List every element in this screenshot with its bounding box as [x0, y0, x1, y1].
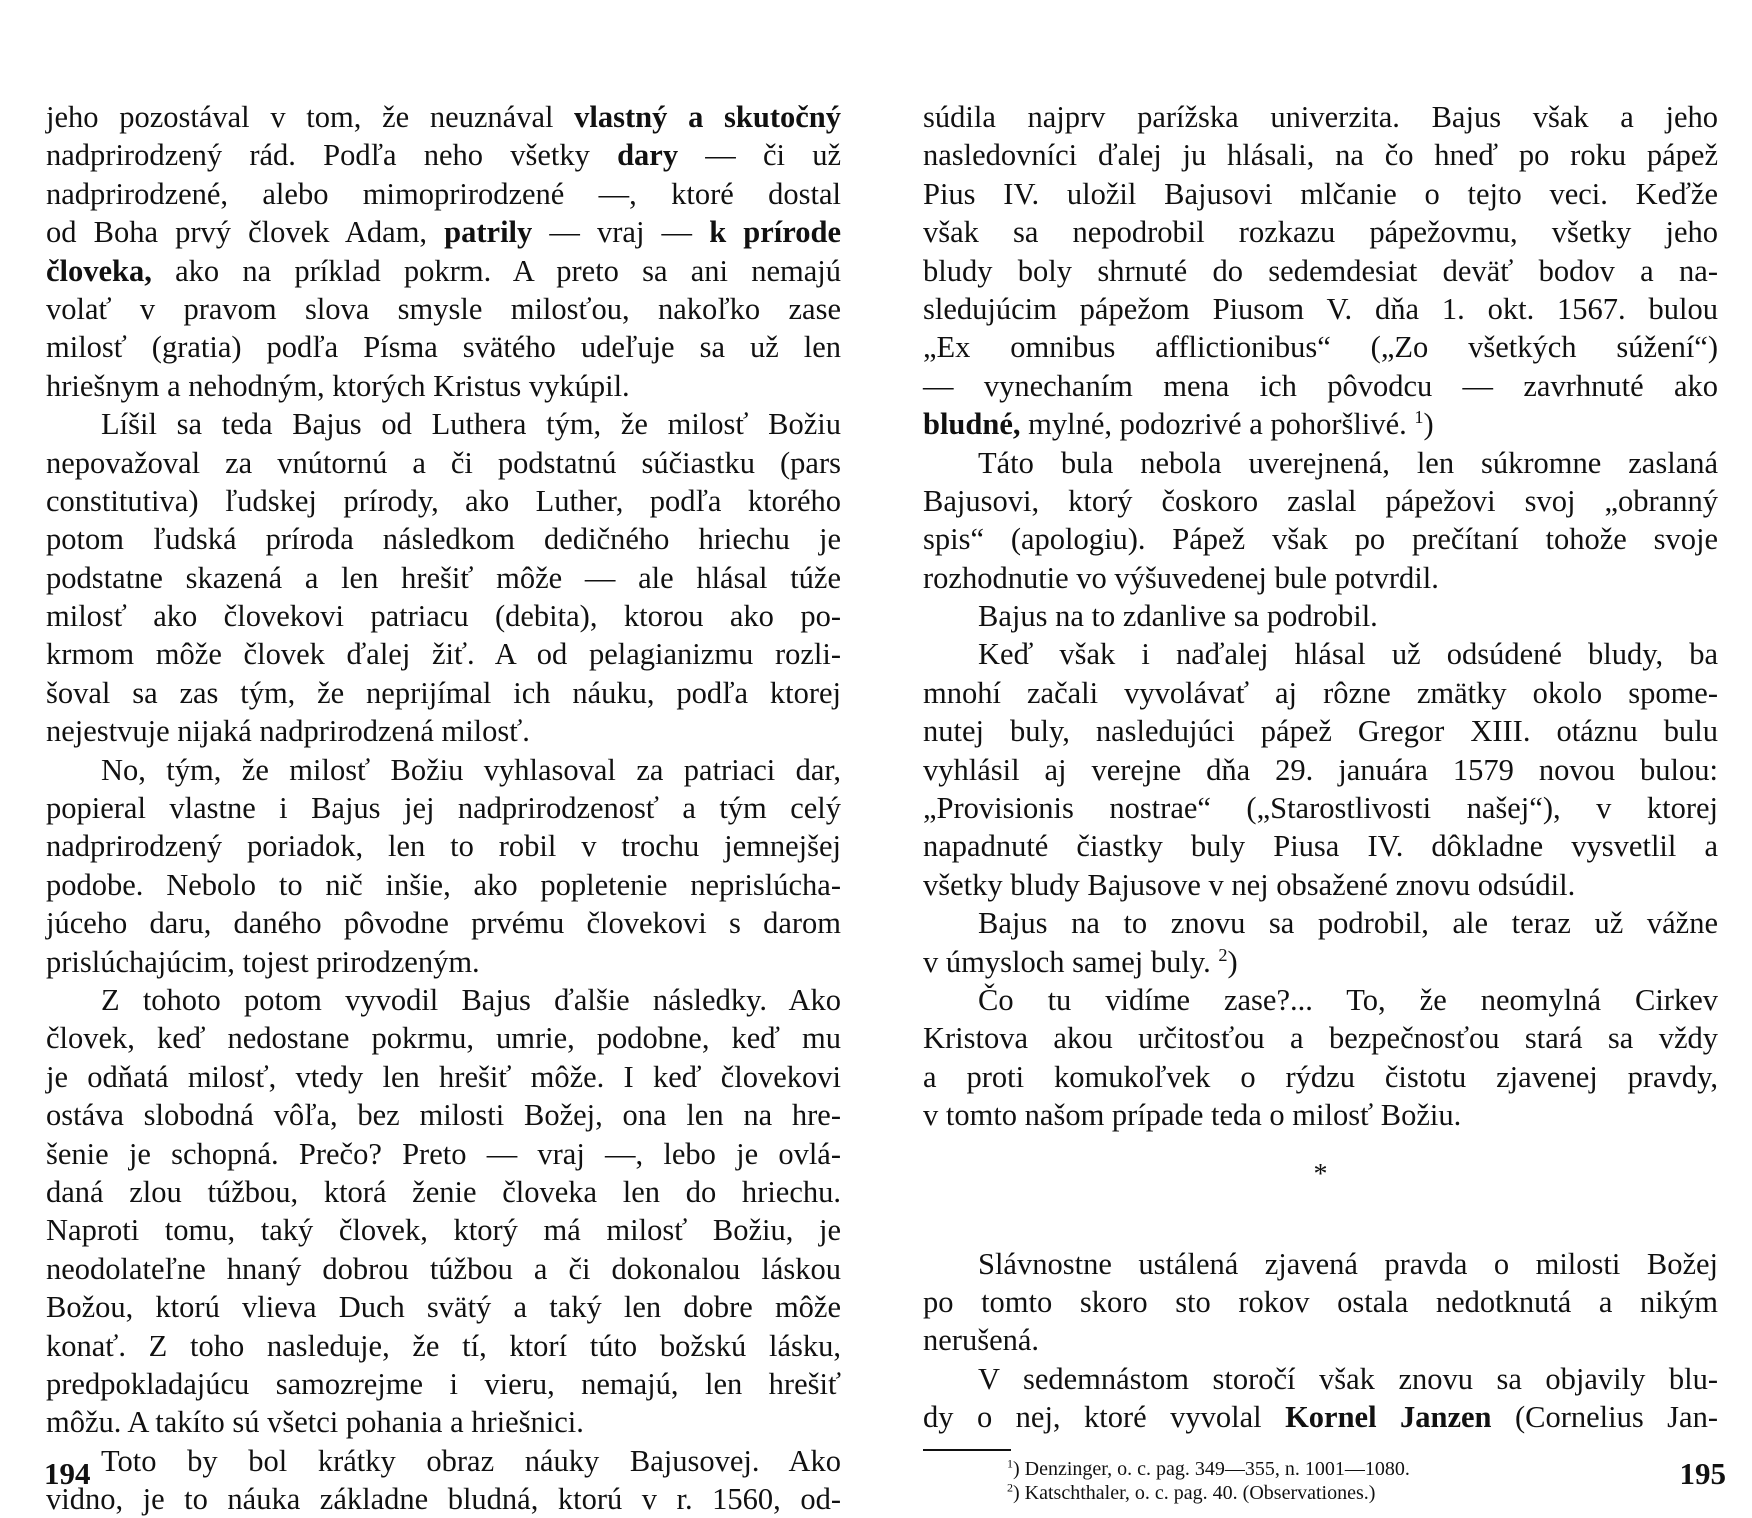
text-run: šenie je schopná. Prečo? Preto — vraj —, lebo je ovlá- [46, 1136, 841, 1171]
text-line [923, 904, 1718, 942]
text-line [923, 866, 1718, 904]
text-run: potom ľudská príroda následkom dedičného hriechu je [46, 522, 841, 557]
text-run: bludy boly shrnuté do sedemdesiat deväť bodov a na- [923, 253, 1718, 288]
text-line [923, 213, 1718, 251]
text-line [923, 674, 1718, 712]
text-run: Bajusovi, ktorý čoskoro zaslal pápežovi svoj „obranný [923, 483, 1718, 518]
right-page [876, 0, 1752, 1504]
text-line [46, 1096, 841, 1134]
text-run: vidno, je to náuka základne bludná, ktorú v r. 1560, od- [46, 1482, 841, 1517]
text-run: predpokladajúcu samozrejme i vieru, nemajú, len hrešiť [46, 1366, 841, 1401]
text-run: ako na príklad pokrm. A preto sa ani nemajú [151, 253, 841, 288]
text-line [46, 136, 841, 174]
footnote [1007, 1481, 1567, 1505]
footnotes [1007, 1449, 1567, 1505]
text-line [46, 751, 841, 789]
text-line [46, 1442, 841, 1480]
text-line [923, 1019, 1718, 1057]
bold-text: človeka, [46, 253, 152, 288]
text-run: nasledovníci ďalej ju hlásali, na čo hneď po roku pápež [923, 138, 1718, 173]
text-line [923, 175, 1718, 213]
text-run: Keď však i naďalej hlásal už odsúdené bludy, ba [978, 637, 1718, 672]
text-line [46, 866, 841, 904]
text-line [923, 1360, 1718, 1398]
text-line [923, 405, 1718, 443]
text-run: jeho pozostával v tom, že neuznával [46, 100, 575, 134]
page-number-right: 195 [1679, 1456, 1726, 1491]
left-text-column [46, 98, 841, 1518]
text-line [923, 635, 1718, 673]
text-line [923, 367, 1718, 405]
text-run: Toto by bol krátky obraz náuky Bajusovej. Ako [101, 1443, 841, 1478]
text-line [46, 1250, 841, 1288]
text-run: Líšil sa teda Bajus od Luthera tým, že milosť Božiu [101, 407, 841, 442]
text-line [46, 175, 841, 213]
text-line [923, 1058, 1718, 1096]
text-line [46, 1058, 841, 1096]
text-run: dy o nej, ktoré vyvolal [923, 1400, 1286, 1435]
text-run: ) [1423, 407, 1434, 442]
text-line [46, 1480, 841, 1518]
text-line [46, 1019, 841, 1057]
text-run: spis“ (apologiu). Pápež však po prečítaní tohože svoje [923, 522, 1718, 557]
text-run: môžu. A takíto sú všetci pohania a hriešnici. [46, 1405, 584, 1440]
text-run: človek, keď nedostane pokrmu, umrie, podobne, keď mu [46, 1021, 841, 1056]
bold-text: dary [617, 138, 679, 173]
text-line [923, 1096, 1718, 1134]
text-line [46, 1211, 841, 1249]
footnote-rule [923, 1449, 1011, 1451]
text-run: volať v pravom slova smysle milosťou, nakoľko zase [46, 291, 841, 326]
text-line [923, 252, 1718, 290]
text-line [46, 1365, 841, 1403]
text-line [46, 405, 841, 443]
text-line [46, 367, 841, 405]
text-line [46, 290, 841, 328]
text-run: Pius IV. uložil Bajusovi mlčanie o tejto veci. Keďže [923, 176, 1718, 211]
text-line [923, 98, 1718, 136]
footnote-marker: 1 [1414, 406, 1424, 427]
text-run: nepovažoval za vnútornú a či podstatnú súčiastku (pars [46, 445, 841, 480]
text-run: ostáva slobodná vôľa, bez milosti Božej, ona len na hre- [46, 1098, 841, 1133]
text-run: „Ex omnibus afflictionibus“ („Zo všetkých súžení“) [923, 330, 1718, 365]
text-line [46, 252, 841, 290]
text-line [46, 559, 841, 597]
text-line [923, 520, 1718, 558]
text-line [923, 981, 1718, 1019]
text-run: šoval sa zas tým, že neprijímal ich náuku, podľa ktorej [46, 675, 841, 710]
text-run: po tomto skoro sto rokov ostala nedotknutá a nikým [923, 1284, 1718, 1319]
text-line [923, 751, 1718, 789]
right-main-text [923, 98, 1718, 1135]
text-run: rozhodnutie vo výšuvedenej bule potvrdil. [923, 560, 1439, 595]
bold-text: k prírode [709, 215, 841, 250]
footnote [1007, 1457, 1567, 1481]
text-line [46, 904, 841, 942]
text-run: — či už [678, 138, 841, 173]
text-line [923, 1245, 1718, 1283]
text-line [923, 444, 1718, 482]
text-run: nadprirodzené, alebo mimoprirodzené —, ktoré dostal [46, 176, 841, 211]
text-line [46, 1327, 841, 1365]
text-run: vyhlásil aj verejne dňa 29. januára 1579 novou bulou: [923, 752, 1718, 787]
text-run: podobe. Nebolo to nič inšie, ako popletenie neprislúcha- [46, 867, 841, 902]
footnote-marker: 2 [1218, 944, 1228, 965]
text-line [46, 98, 841, 136]
text-line [923, 789, 1718, 827]
text-line [46, 635, 841, 673]
text-run: Slávnostne ustálená zjavená pravda o milosti Božej [978, 1246, 1718, 1281]
text-run: No, tým, že milosť Božiu vyhlasoval za patriaci dar, [101, 752, 841, 787]
text-line [46, 328, 841, 366]
text-line [46, 482, 841, 520]
text-line [923, 136, 1718, 174]
text-line [46, 981, 841, 1019]
text-line [46, 789, 841, 827]
text-run: konať. Z toho nasleduje, že tí, ktorí túto božskú lásku, [46, 1328, 841, 1363]
text-run: V sedemnástom storočí však znovu sa objavily blu- [978, 1361, 1718, 1396]
text-run: Bajus na to zdanlive sa podrobil. [978, 599, 1378, 634]
text-run: Naproti tomu, taký človek, ktorý má milosť Božiu, je [46, 1213, 841, 1248]
text-run: Čo tu vidíme zase?... To, že neomylná Cirkev [978, 982, 1718, 1017]
text-line [46, 1173, 841, 1211]
text-run: Kristova akou určitosťou a bezpečnosťou stará sa vždy [923, 1021, 1718, 1056]
text-line [923, 290, 1718, 328]
left-page [0, 0, 876, 1517]
text-run: (Cornelius Jan- [1491, 1400, 1718, 1435]
text-run: nadprirodzený rád. Podľa neho všetky [46, 138, 618, 173]
text-run: od Boha prvý človek Adam, [46, 215, 445, 250]
text-line [923, 482, 1718, 520]
text-line [923, 943, 1718, 981]
text-run: prislúchajúcim, tojest prirodzeným. [46, 944, 480, 979]
text-run: v úmysloch samej buly. [923, 944, 1219, 979]
text-line [46, 674, 841, 712]
text-line [46, 1135, 841, 1173]
text-run: mnohí začali vyvolávať aj rôzne zmätky okolo spome- [923, 675, 1718, 710]
text-run: a proti komukoľvek o rýdzu čistotu zjavenej pravdy, [923, 1059, 1718, 1094]
right-text-column [923, 98, 1718, 1505]
text-run: — vynechaním mena ich pôvodcu — zavrhnuté ako [923, 368, 1718, 403]
text-run: v tomto našom prípade teda o milosť Božiu. [923, 1098, 1462, 1133]
text-line [46, 712, 841, 750]
text-line [46, 213, 841, 251]
text-line [923, 827, 1718, 865]
text-run: nejestvuje nijaká nadprirodzená milosť. [46, 714, 530, 749]
text-line [923, 597, 1718, 635]
text-run: — vraj — [532, 215, 710, 250]
bold-text: bludné, [923, 407, 1021, 442]
text-line [923, 1398, 1718, 1436]
section-separator: * [1313, 1158, 1328, 1190]
text-line [46, 943, 841, 981]
text-run: popieral vlastne i Bajus jej nadprirodzenosť a tým celý [46, 791, 841, 826]
text-run: napadnuté čiastky buly Piusa IV. dôkladne vysvetlil a [923, 829, 1718, 864]
text-line [46, 597, 841, 635]
text-run: neodolateľne hnaný dobrou túžbou a či dokonalou láskou [46, 1251, 841, 1286]
text-run: súdila najprv parížska univerzita. Bajus však a jeho [923, 100, 1718, 134]
right-continued-text [923, 1245, 1718, 1437]
text-run: nadprirodzený poriadok, len to robil v trochu jemnejšej [46, 829, 841, 864]
text-run: Z tohoto potom vyvodil Bajus ďalšie následky. Ako [101, 982, 841, 1017]
text-run: hriešnym a nehodným, ktorých Kristus vykúpil. [46, 368, 630, 403]
text-run: sledujúcim pápežom Piusom V. dňa 1. okt. 1567. bulou [923, 291, 1718, 326]
text-line [923, 1321, 1718, 1359]
text-run: Bajus na to znovu sa podrobil, ale teraz už vážne [978, 906, 1718, 941]
text-line [923, 712, 1718, 750]
text-line [923, 328, 1718, 366]
bold-text: Kornel Janzen [1285, 1400, 1492, 1435]
bold-text: patrily [444, 215, 533, 250]
text-run: milosť (gratia) podľa Písma svätého udeľuje sa už len [46, 330, 841, 365]
page-number-left: 194 [44, 1456, 91, 1491]
text-run: milosť ako človekovi patriacu (debita), ktorou ako po- [46, 599, 841, 634]
text-line [46, 1403, 841, 1441]
footnote-number: 1 [1007, 1455, 1013, 1470]
text-run: ) [1227, 944, 1238, 979]
text-run: daná zlou túžbou, ktorá ženie človeka len do hriechu. [46, 1174, 841, 1209]
text-line [46, 444, 841, 482]
text-run: je odňatá milosť, vtedy len hrešiť môže. I keď človekovi [46, 1059, 841, 1094]
text-run: „Provisionis nostrae“ („Starostlivosti našej“), v ktorej [923, 791, 1718, 826]
text-line [46, 520, 841, 558]
text-run: krmom môže človek ďalej žiť. A od pelagianizmu rozli- [46, 637, 841, 672]
text-line [46, 827, 841, 865]
text-run: nutej buly, nasledujúci pápež Gregor XIII. otáznu bulu [923, 714, 1718, 749]
footnote-number: 2 [1007, 1479, 1013, 1494]
bold-text: vlastný a skutočný [574, 100, 841, 134]
text-run: podstatne skazená a len hrešiť môže — ale hlásal túže [46, 560, 841, 595]
text-line [923, 559, 1718, 597]
text-line [46, 1288, 841, 1326]
text-run: Táto bula nebola uverejnená, len súkromne zaslaná [978, 445, 1718, 480]
text-run: constitutiva) ľudskej prírody, ako Luther, podľa ktorého [46, 483, 841, 518]
text-line [923, 1283, 1718, 1321]
text-run: Božou, ktorú vlieva Duch svätý a taký len dobre môže [46, 1290, 841, 1325]
text-run: júceho daru, daného pôvodne prvému človekovi s darom [46, 906, 841, 941]
text-run: všetky bludy Bajusove v nej obsažené znovu odsúdil. [923, 867, 1576, 902]
text-run: však sa nepodrobil rozkazu pápežovmu, všetky jeho [923, 215, 1718, 250]
footnote-text: ) Katschthaler, o. c. pag. 40. (Observationes.) [1013, 1481, 1376, 1504]
text-run: nerušená. [923, 1323, 1040, 1358]
text-run: mylné, podozrivé a pohoršlivé. [1020, 407, 1415, 442]
footnote-text: ) Denzinger, o. c. pag. 349—355, n. 1001—1080. [1013, 1457, 1410, 1480]
